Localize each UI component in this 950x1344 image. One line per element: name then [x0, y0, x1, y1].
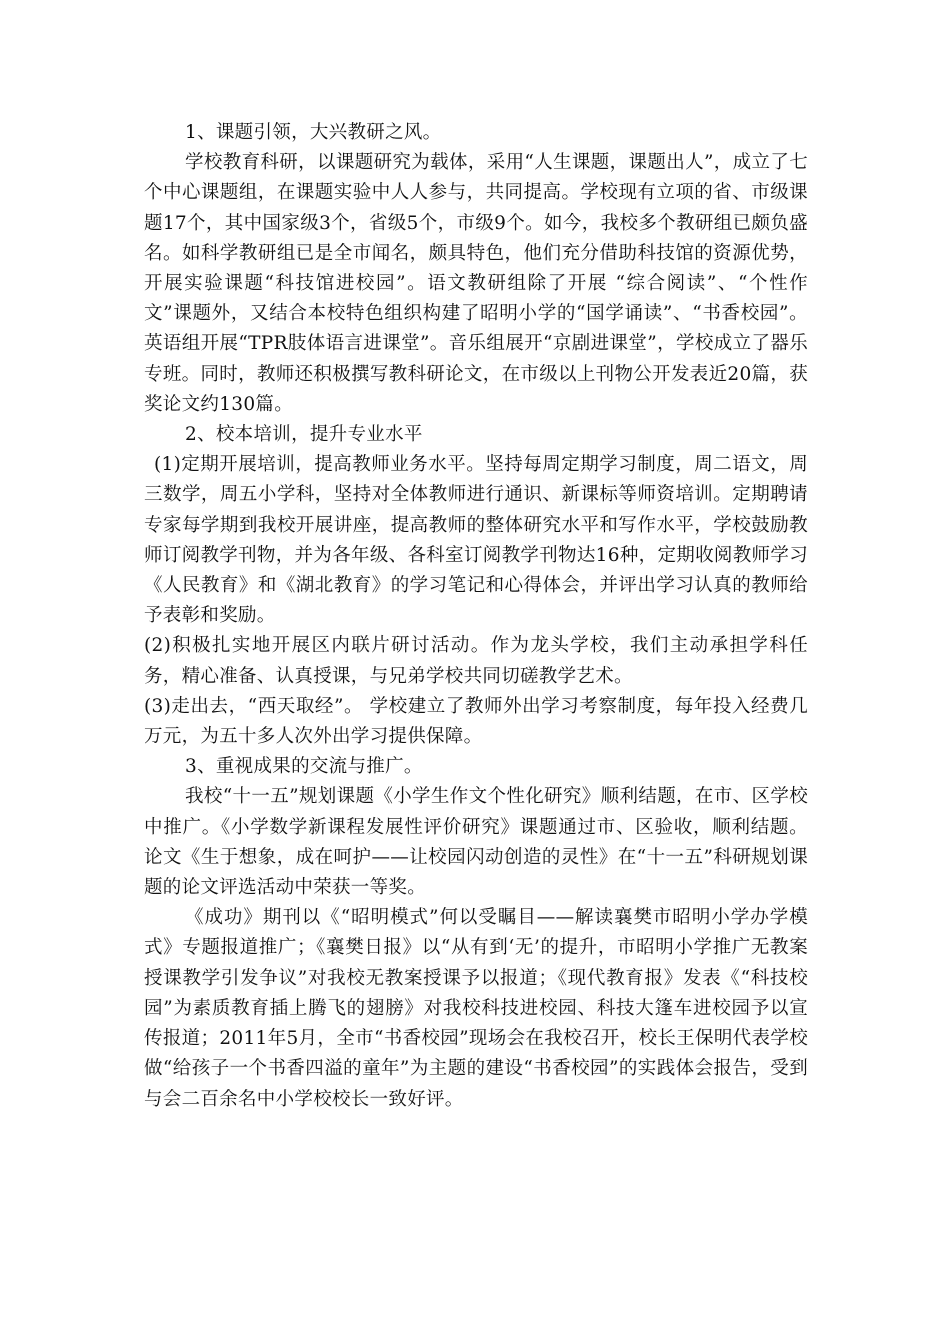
section-2-paragraph-2: (2)积极扎实地开展区内联片研讨活动。作为龙头学校，我们主动承担学科任务，精心准备、认真授课，与兄弟学校共同切磋教学艺术。 [144, 635, 808, 687]
section-3-paragraph-2: 《成功》期刊以《“昭明模式”何以受瞩目——解读襄樊市昭明小学办学模式》专题报道推广；《襄樊日报》以“从有到‘无’的提升，市昭明小学推广无教案授课教学引发争议”对我校无教案授课予以报道；《现代教育报》发表《“科技校园”为素质教育插上腾飞的翅膀》对我校科技进校园、科技大篷车进校园予以宣传报道；2011年5月，全市“书香校园”现场会在我校召开，校长王保明代表学校做“给孩子一个书香四溢的童年”为主题的建设“书香校园”的实践体会报告，受到与会二百余名中小学校校长一致好评。 [144, 907, 808, 1110]
section-2-paragraph-3: (3)走出去，“西天取经”。 学校建立了教师外出学习考察制度，每年投入经费几万元，为五十多人次外出学习提供保障。 [144, 695, 808, 748]
section-3-paragraph-1: 我校“十一五”规划课题《小学生作文个性化研究》顺利结题，在市、区学校中推广。《小学数学新课程发展性评价研究》课题通过市、区验收，顺利结题。论文《生于想象，成在呵护——让校园闪动创造的灵性》在“十一五”科研规划课题的论文评选活动中荣获一等奖。 [144, 786, 808, 899]
document-body [144, 118, 808, 1115]
section-2-paragraph-1: (1)定期开展培训，提高教师业务水平。坚持每周定期学习制度，周二语文，周三数学，周五小学科，坚持对全体教师进行通识、新课标等师资培训。定期聘请专家每学期到我校开展讲座，提高教师的整体研究水平和写作水平，学校鼓励教师订阅教学刊物，并为各年级、各科室订阅教学刊物达16种，定期收阅教师学习《人民教育》和《湖北教育》的学习笔记和心得体会，并评出学习认真的教师给予表彰和奖励。 [144, 454, 808, 627]
section-1-heading: 1、课题引领，大兴教研之风。 [185, 122, 442, 143]
section-3-heading: 3、重视成果的交流与推广。 [185, 756, 423, 778]
section-1-paragraph-1: 学校教育科研，以课题研究为载体，采用“人生课题，课题出人”，成立了七个中心课题组，在课题实验中人人参与，共同提高。学校现有立项的省、市级课题17个，其中国家级3个，省级5个，市级9个。如今，我校多个教研组已颇负盛名。如科学教研组已是全市闻名，颇具特色，他们充分借助科技馆的资源优势，开展实验课题“科技馆进校园”。语文教研组除了开展 “综合阅读”、“个性作文”课题外，又结合本校特色组织构建了昭明小学的“国学诵读”、“书香校园”。英语组开展“TPR肢体语言进课堂”。音乐组展开“京剧进课堂”，学校成立了器乐专班。同时，教师还积极撰写教科研论文，在市级以上刊物公开发表近20篇，获奖论文约130篇。 [144, 152, 808, 415]
section-2-heading: 2、校本培训，提升专业水平 [185, 424, 423, 446]
